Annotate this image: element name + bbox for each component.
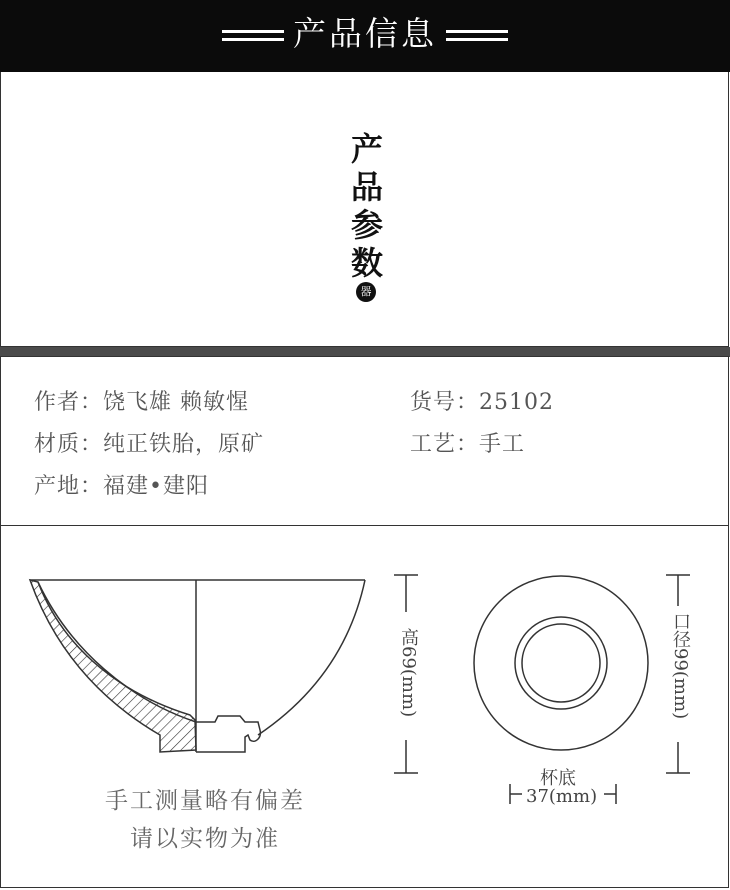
diameter-label: 口径99(mm) — [670, 612, 691, 720]
item-no-label: 货号： — [410, 390, 480, 415]
bowl-outer-right — [258, 580, 365, 735]
craft-value: 手工 — [479, 432, 526, 457]
origin-value: 福建•建阳 — [103, 474, 209, 499]
material-value: 纯正铁胎，原矿 — [103, 432, 265, 457]
height-label: 高69(mm) — [398, 628, 419, 718]
item-no-value: 25102 — [479, 390, 555, 415]
author-value: 饶飞雄 赖敏惺 — [103, 390, 250, 415]
params-title-char: 产 — [350, 130, 383, 168]
base-value: 37(mm) — [526, 786, 598, 807]
params-title-char: 品 — [350, 168, 383, 206]
note-line-2: 请以实物为准 — [130, 826, 280, 852]
header-title: 产品信息 — [293, 14, 437, 53]
bowl-foot-right — [196, 716, 260, 752]
bowl-top-foot-outer — [515, 617, 607, 709]
base-label: 杯底 — [540, 768, 576, 789]
author-label: 作者： — [34, 390, 104, 415]
params-title-char: 参 — [350, 206, 383, 244]
material-label: 材质： — [34, 432, 104, 457]
seal-badge: 器 — [356, 282, 376, 302]
origin-label: 产地： — [34, 474, 104, 499]
bowl-top-outer-circle — [474, 576, 648, 750]
bowl-wall-section — [30, 580, 196, 752]
bowl-top-foot-inner — [522, 624, 600, 702]
craft-label: 工艺： — [410, 432, 480, 457]
note-line-1: 手工测量略有偏差 — [105, 788, 305, 814]
params-title-char: 数 — [350, 244, 383, 282]
